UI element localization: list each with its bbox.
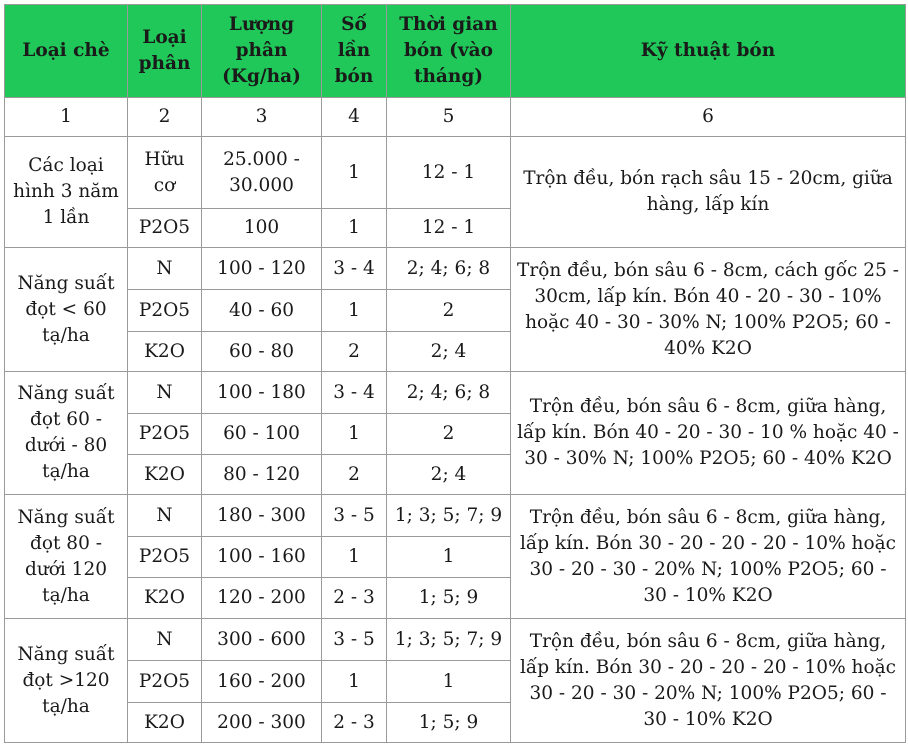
months-cell: 1 [387, 661, 511, 703]
times-cell: 2 [322, 455, 387, 495]
fertilizer-cell: N [128, 495, 202, 537]
times-cell: 1 [322, 537, 387, 578]
times-cell: 1 [322, 290, 387, 332]
months-cell: 1; 3; 5; 7; 9 [387, 495, 511, 537]
column-number: 5 [387, 98, 511, 137]
months-cell: 2; 4; 6; 8 [387, 248, 511, 290]
months-cell: 2; 4 [387, 332, 511, 372]
technique-cell: Trộn đều, bón rạch sâu 15 - 20cm, giữa hàng, lấp kín [511, 137, 906, 248]
amount-cell: 180 - 300 [202, 495, 322, 537]
technique-cell: Trộn đều, bón sâu 6 - 8cm, giữa hàng, lấp kín. Bón 30 - 20 - 20 - 20 - 10% hoặc 30 - 20 - 30 - 20% N; 100% P2O5; 60 - 30 - 10% K2O [511, 619, 906, 743]
fertilizer-cell: N [128, 372, 202, 414]
column-number: 2 [128, 98, 202, 137]
times-cell: 3 - 4 [322, 248, 387, 290]
column-number: 3 [202, 98, 322, 137]
fertilizer-table [4, 4, 906, 743]
amount-cell: 100 - 120 [202, 248, 322, 290]
times-cell: 3 - 4 [322, 372, 387, 414]
amount-cell: 100 - 180 [202, 372, 322, 414]
table-row [5, 495, 906, 537]
technique-cell: Trộn đều, bón sâu 6 - 8cm, giữa hàng, lấp kín. Bón 30 - 20 - 20 - 20 - 10% hoặc 30 - 20 - 30 - 20% N; 100% P2O5; 60 - 30 - 10% K2O [511, 495, 906, 619]
fertilizer-cell: P2O5 [128, 537, 202, 578]
amount-cell: 120 - 200 [202, 578, 322, 619]
fertilizer-cell: K2O [128, 455, 202, 495]
amount-cell: 60 - 100 [202, 414, 322, 455]
amount-cell: 80 - 120 [202, 455, 322, 495]
column-number: 1 [5, 98, 128, 137]
tea-type-cell: Các loại hình 3 năm 1 lần [5, 137, 128, 248]
header-row [5, 5, 906, 98]
fertilizer-cell: P2O5 [128, 209, 202, 248]
amount-cell: 40 - 60 [202, 290, 322, 332]
fertilizer-cell: K2O [128, 703, 202, 743]
fertilizer-cell: N [128, 248, 202, 290]
months-cell: 2; 4 [387, 455, 511, 495]
tea-type-cell: Năng suất đọt >120 tạ/ha [5, 619, 128, 743]
header-technique: Kỹ thuật bón [511, 5, 906, 98]
amount-cell: 100 [202, 209, 322, 248]
times-cell: 2 - 3 [322, 703, 387, 743]
times-cell: 1 [322, 209, 387, 248]
amount-cell: 60 - 80 [202, 332, 322, 372]
tea-type-cell: Năng suất đọt < 60 tạ/ha [5, 248, 128, 372]
table-row [5, 619, 906, 661]
amount-cell: 100 - 160 [202, 537, 322, 578]
fertilizer-cell: K2O [128, 578, 202, 619]
fertilizer-cell: P2O5 [128, 661, 202, 703]
months-cell: 1; 3; 5; 7; 9 [387, 619, 511, 661]
fertilizer-cell: P2O5 [128, 414, 202, 455]
amount-cell: 200 - 300 [202, 703, 322, 743]
header-tea-type: Loại chè [5, 5, 128, 98]
fertilizer-cell: Hữu cơ [128, 137, 202, 209]
amount-cell: 25.000 - 30.000 [202, 137, 322, 209]
header-times: Số lần bón [322, 5, 387, 98]
technique-cell: Trộn đều, bón sâu 6 - 8cm, cách gốc 25 - 30cm, lấp kín. Bón 40 - 20 - 30 - 10% hoặc 40 - 30 - 30% N; 100% P2O5; 60 - 40% K2O [511, 248, 906, 372]
times-cell: 1 [322, 661, 387, 703]
column-number: 6 [511, 98, 906, 137]
header-amount: Lượng phân (Kg/ha) [202, 5, 322, 98]
months-cell: 2; 4; 6; 8 [387, 372, 511, 414]
fertilizer-cell: K2O [128, 332, 202, 372]
header-months: Thời gian bón (vào tháng) [387, 5, 511, 98]
months-cell: 2 [387, 290, 511, 332]
months-cell: 12 - 1 [387, 137, 511, 209]
table-row [5, 248, 906, 290]
months-cell: 12 - 1 [387, 209, 511, 248]
months-cell: 1 [387, 537, 511, 578]
fertilizer-cell: P2O5 [128, 290, 202, 332]
table-row [5, 137, 906, 209]
months-cell: 2 [387, 414, 511, 455]
times-cell: 1 [322, 414, 387, 455]
times-cell: 1 [322, 137, 387, 209]
amount-cell: 160 - 200 [202, 661, 322, 703]
column-number-row [5, 98, 906, 137]
times-cell: 3 - 5 [322, 495, 387, 537]
fertilizer-cell: N [128, 619, 202, 661]
times-cell: 2 - 3 [322, 578, 387, 619]
times-cell: 2 [322, 332, 387, 372]
times-cell: 3 - 5 [322, 619, 387, 661]
months-cell: 1; 5; 9 [387, 578, 511, 619]
months-cell: 1; 5; 9 [387, 703, 511, 743]
technique-cell: Trộn đều, bón sâu 6 - 8cm, giữa hàng, lấp kín. Bón 40 - 20 - 30 - 10 % hoặc 40 - 30 - 30% N; 100% P2O5; 60 - 40% K2O [511, 372, 906, 495]
table-row [5, 372, 906, 414]
tea-type-cell: Năng suất đọt 80 - dưới 120 tạ/ha [5, 495, 128, 619]
amount-cell: 300 - 600 [202, 619, 322, 661]
tea-type-cell: Năng suất đọt 60 - dưới - 80 tạ/ha [5, 372, 128, 495]
column-number: 4 [322, 98, 387, 137]
header-fertilizer-type: Loại phân [128, 5, 202, 98]
